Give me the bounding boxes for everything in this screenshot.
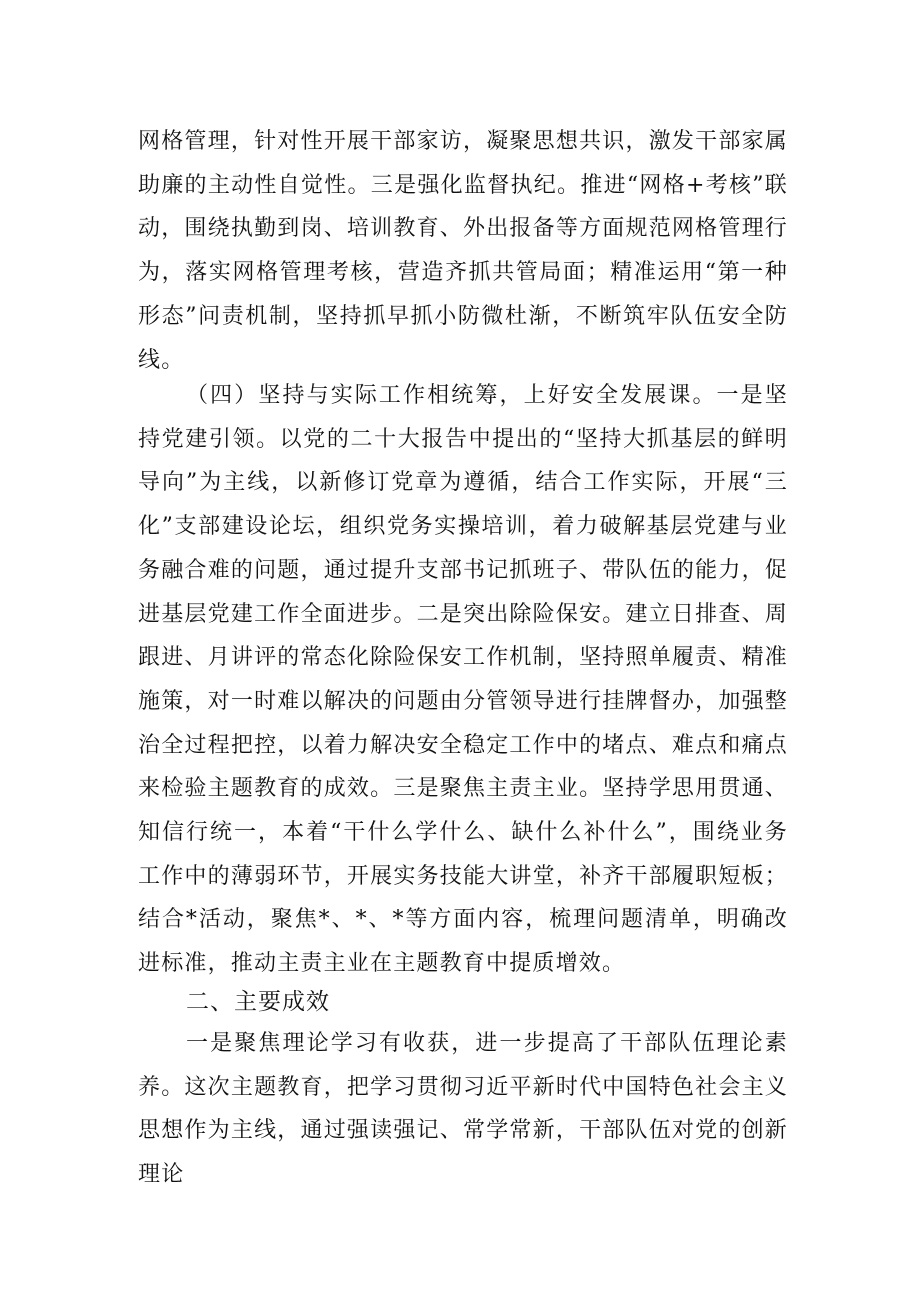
body-paragraph-3: 一是聚焦理论学习有收获，进一步提高了干部队伍理论素养。这次主题教育，把学习贯彻习近平新时代中国特色社会主义思想作为主线，通过强读强记、常学常新，干部队伍对党的创新理论	[138, 1031, 788, 1188]
body-paragraph-1: 网格管理，针对性开展干部家访，凝聚思想共识，激发干部家属助廉的主动性自觉性。三是强化监督执纪。推进“网格+考核”联动，围绕执勤到岗、培训教育、外出报备等方面规范网格管理行为，落实网格管理考核，营造齐抓共管局面；精准运用“第一种形态”问责机制，坚持抓早抓小防微杜渐，不断筑牢队伍安全防线。	[138, 129, 788, 373]
body-paragraph-2: （四）坚持与实际工作相统筹，上好安全发展课。一是坚持党建引领。以党的二十大报告中提出的“坚持大抓基层的鲜明导向”为主线，以新修订党章为遵循，结合工作实际，开展“三化”支部建设论坛，组织党务实操培训，着力破解基层党建与业务融合难的问题，通过提升支部书记抓班子、带队伍的能力，促进基层党建工作全面进步。二是突出除险保安。建立日排查、周跟进、月讲评的常态化除险保安工作机制，坚持照单履责、精准施策，对一时难以解决的问题由分管领导进行挂牌督办，加强整治全过程把控，以着力解决安全稳定工作中的堵点、难点和痛点来检验主题教育的成效。三是聚焦主责主业。坚持学思用贯通、知信行统一，本着“干什么学什么、缺什么补什么”，围绕业务工作中的薄弱环节，开展实务技能大讲堂，补齐干部履职短板；结合*活动，聚焦*、*、*等方面内容，梳理问题清单，明确改进标准，推动主责主业在主题教育中提质增效。	[138, 383, 788, 977]
section-heading-main-results: 二、主要成效	[186, 989, 330, 1015]
